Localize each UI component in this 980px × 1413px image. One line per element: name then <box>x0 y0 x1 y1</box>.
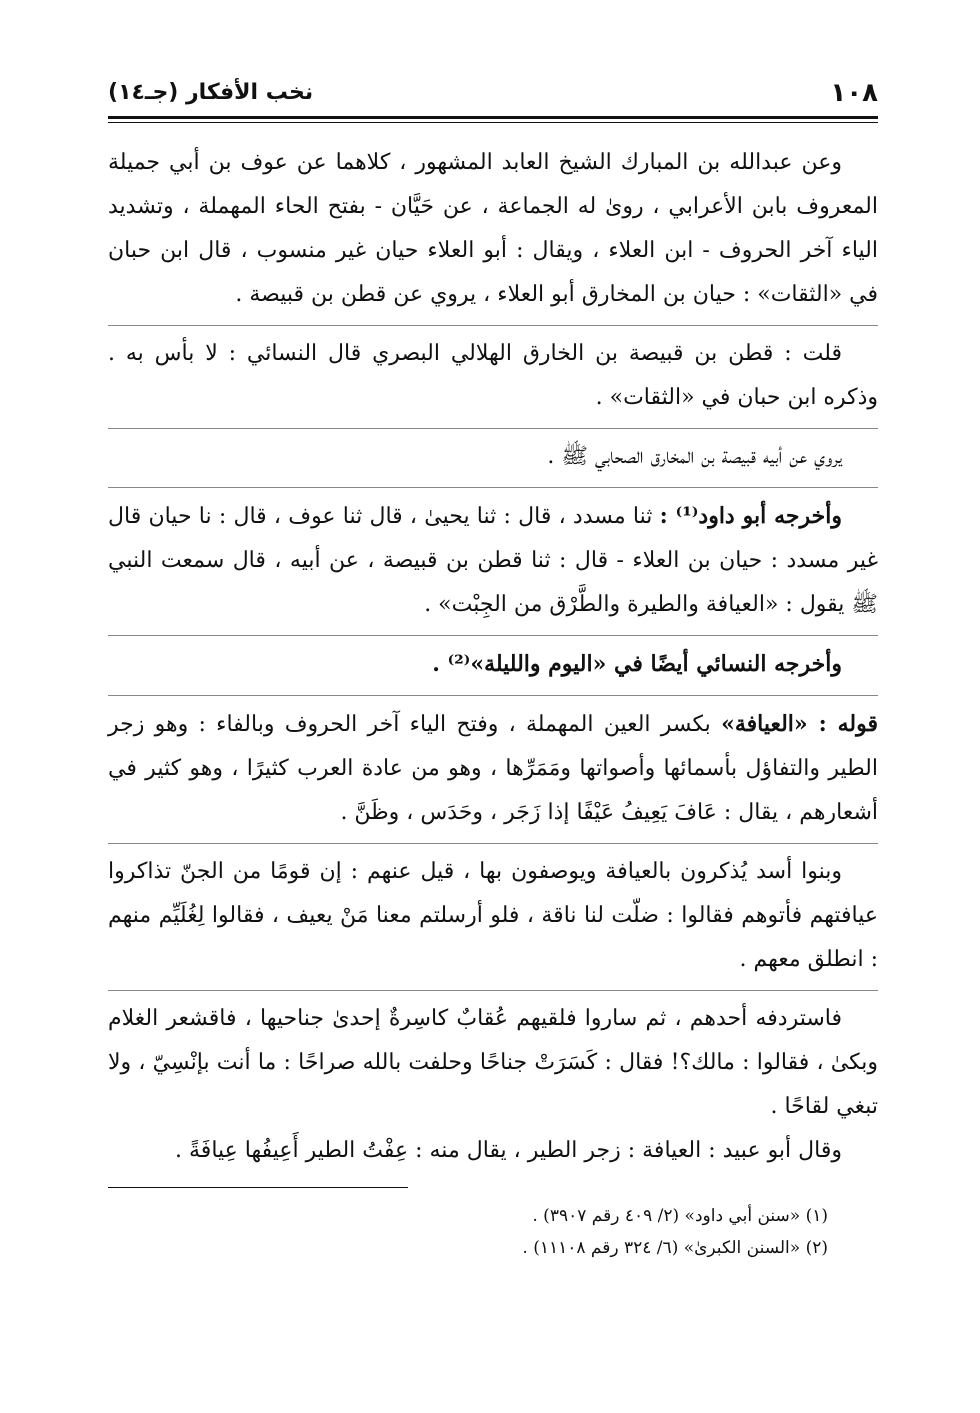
paragraph-text: وعن عبدالله بن المبارك الشيخ العابد المشهور ، كلاهما عن عوف بن أبي جميلة المعروف بابن الأعرابي ، روىٰ له الجماعة ، عن حَيَّان - بفتح الحاء المهملة ، وتشديد الياء آخر الحروف - ابن العلاء ، ويقال : أبو العلاء حيان غير منسوب ، قال ابن حبان في «الثقات» : حيان بن المخارق أبو العلاء ، يروي عن قطن بن قبيصة . <box>108 150 878 307</box>
footnote-2: (٢) «السنن الكبرىٰ» (٦/ ٣٢٤ رقم ١١١٠٨) . <box>522 1238 828 1258</box>
paragraph-text: بكسر العين المهملة ، وفتح الياء آخر الحروف وبالفاء : وهو زجر الطير والتفاؤل بأسمائها وأصواتها ومَمَرِّها ، وهو من عادة العرب كثيرًا ، وهو كثير في أشعارهم ، يقال : عَافَ يَعِيفُ عَيْفًا إذا زَجَر ، وحَدَس ، وظَنَّ . <box>108 712 878 825</box>
book-page <box>108 76 878 1264</box>
running-title: نخب الأفكار (جـ١٤) <box>108 80 314 105</box>
paragraph-6 <box>108 695 878 835</box>
paragraph-3 <box>108 428 878 479</box>
footnotes <box>108 1200 878 1264</box>
paragraph-1 <box>108 141 878 317</box>
paragraph-7 <box>108 843 878 982</box>
paragraph-text: يروي عن أبيه قبيصة بن المخارق الصحابي ﷺ . <box>547 444 842 469</box>
paragraph-lead: قوله : «العيافة» <box>721 711 878 737</box>
main-text <box>108 141 878 1173</box>
paragraph-text: ثنا مسدد ، قال : ثنا يحيىٰ ، قال ثنا عوف ، قال : نا حيان قال غير مسدد : حيان بن العلاء - قال : ثنا قطن بن قبيصة ، عن أبيه ، قال سمعت النبي ﷺ يقول : «العيافة والطيرة والطَّرْق من الجِبْت» . <box>108 504 878 617</box>
paragraph-text: وقال أبو عبيد : العيافة : زجر الطير ، يقال منه : عِفْتُ الطير أَعِيفُها عِيافَةً . <box>175 1138 842 1163</box>
paragraph-lead: وأخرجه أبو داود⁽¹⁾ : <box>659 503 842 529</box>
page-number: ١٠٨ <box>830 78 878 108</box>
footnote-1: (١) «سنن أبي داود» (٢/ ٤٠٩ رقم ٣٩٠٧) . <box>532 1206 828 1226</box>
paragraph-9 <box>108 1129 878 1173</box>
paragraph-4 <box>108 487 878 627</box>
paragraph-2 <box>108 325 878 420</box>
paragraph-text: وبنوا أسد يُذكرون بالعيافة ويوصفون بها ، قيل عنهم : إن قومًا من الجنّ تذاكروا عيافتهم فأتوهم فقالوا : ضلّت لنا ناقة ، فلو أرسلتم معنا مَنْ يعيف ، فقالوا لِغُلَيِّم منهم : انطلق معهم . <box>108 859 878 972</box>
page-header <box>108 76 878 112</box>
paragraph-8 <box>108 990 878 1129</box>
footnote-rule <box>108 1187 408 1188</box>
paragraph-text: فاستردفه أحدهم ، ثم ساروا فلقيهم عُقابٌ كاسِرةٌ إحدىٰ جناحيها ، فاقشعر الغلام وبكىٰ ، فقالوا : مالك؟! فقال : كَسَرَتْ جناحًا وحلفت بالله صراحًا : ما أنت بإنْسِيّ ، ولا تبغي لقاحًا . <box>108 1006 878 1119</box>
paragraph-text: قلت : قطن بن قبيصة بن الخارق الهلالي البصري قال النسائي : لا بأس به . وذكره ابن حبان في «الثقات» . <box>108 341 878 410</box>
header-rule-thick <box>108 116 878 119</box>
header-rule-thin <box>108 122 878 123</box>
paragraph-5 <box>108 635 878 687</box>
paragraph-lead: وأخرجه النسائي أيضًا في «اليوم والليلة»⁽²⁾ . <box>432 651 842 677</box>
